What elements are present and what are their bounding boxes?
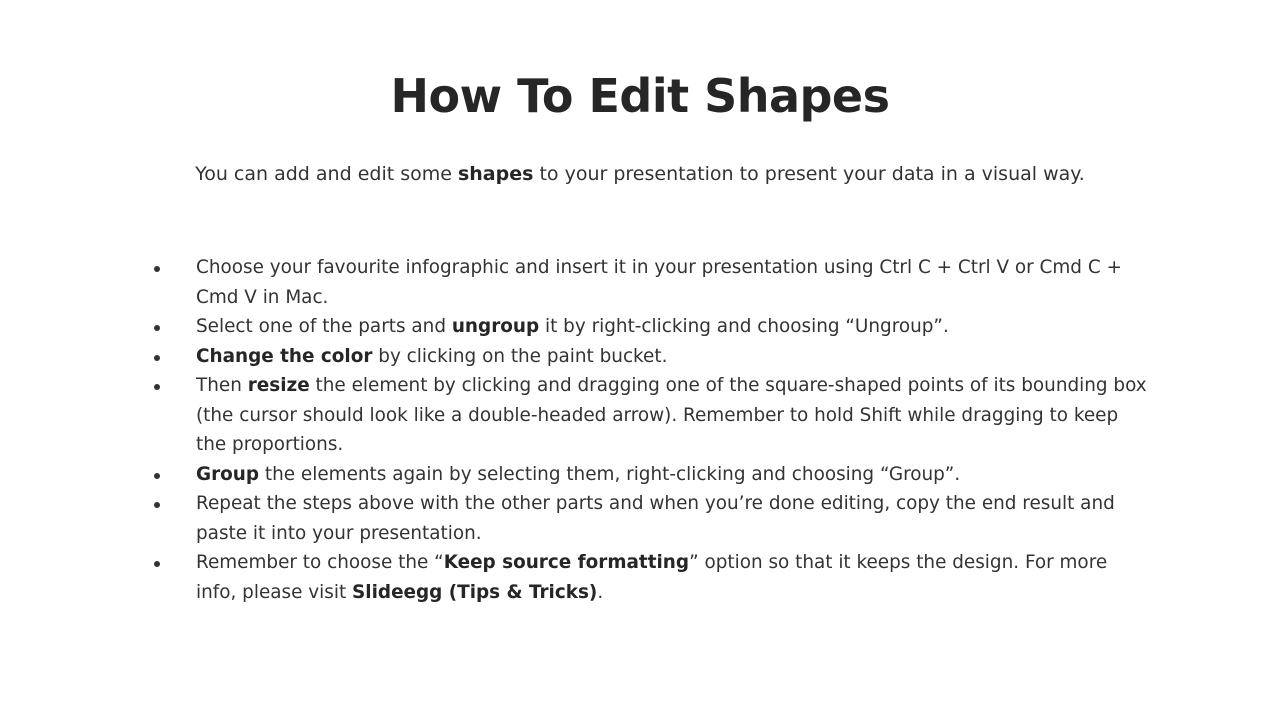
steps-list <box>150 253 1150 607</box>
step-text: Select one of the parts and <box>196 316 452 337</box>
step-text: by clicking on the paint bucket. <box>372 345 668 367</box>
list-item-resize <box>150 371 1150 460</box>
bullet-icon <box>154 473 160 479</box>
step-text: the element by clicking and dragging one of the square-shaped points of its bounding box (the cursor should look like a double-headed arrow). Remember to hold Shift while dragging to keep the proportions. <box>196 375 1147 455</box>
bullet-icon <box>154 502 160 508</box>
list-item-repeat <box>150 489 1150 548</box>
step-text: ” option so that it keeps the design. For more info, please visit <box>196 552 1108 603</box>
bullet-icon <box>154 384 160 390</box>
list-item-keep-formatting <box>150 548 1150 607</box>
intro-text-emphasis: shapes <box>457 163 534 185</box>
intro-text-start: You can add and edit some <box>195 163 458 185</box>
list-item-change-color <box>150 342 1150 372</box>
slide-title: How To Edit Shapes <box>390 69 890 123</box>
list-item-ungroup <box>150 312 1150 342</box>
step-text: the elements again by selecting them, right-clicking and choosing “Group”. <box>259 463 961 485</box>
step-emphasis: Keep source formatting <box>443 552 690 573</box>
intro-text-end: to your presentation to present your data in a visual way. <box>533 163 1085 185</box>
step-emphasis: Group <box>196 463 260 485</box>
step-text: Choose your favourite infographic and insert it in your presentation using Ctrl C + Ctrl V or Cmd C + Cmd V in Mac. <box>196 257 1122 308</box>
step-text: Then <box>196 375 248 396</box>
slideegg-tips-link-text: Slideegg (Tips & Tricks) <box>352 581 598 603</box>
bullet-icon <box>154 561 160 567</box>
bullet-icon <box>154 355 160 361</box>
bullet-icon <box>154 325 160 331</box>
bullet-icon <box>154 266 160 272</box>
step-text: Remember to choose the “ <box>196 552 444 573</box>
intro-text <box>0 160 1280 188</box>
step-text: . <box>597 581 604 603</box>
step-emphasis: resize <box>247 375 310 396</box>
list-item-group <box>150 460 1150 490</box>
step-text: it by right-clicking and choosing “Ungroup”. <box>539 316 949 337</box>
list-item-choose-infographic <box>150 253 1150 312</box>
step-text: Repeat the steps above with the other parts and when you’re done editing, copy the end result and paste it into your presentation. <box>196 493 1115 544</box>
step-emphasis: Change the color <box>196 345 373 367</box>
step-emphasis: ungroup <box>451 316 540 337</box>
